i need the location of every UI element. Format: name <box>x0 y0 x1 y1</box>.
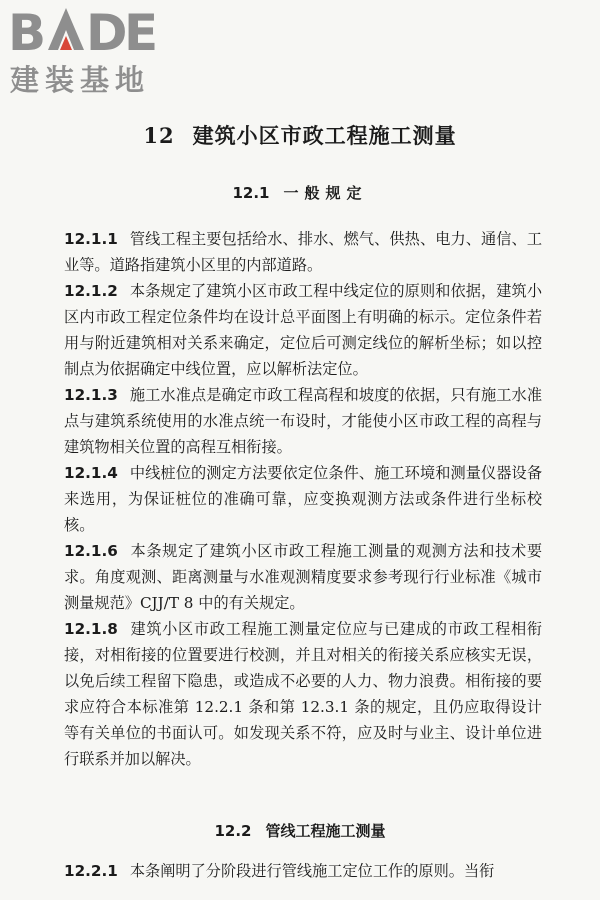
clause-paragraph <box>64 460 542 538</box>
clause-paragraph <box>64 226 542 278</box>
section-title-text: 一般规定 <box>283 184 368 202</box>
clause-text: 本条阐明了分阶段进行管线施工定位工作的原则。当衔 <box>129 862 495 880</box>
chapter-title-text: 建筑小区市政工程施工测量 <box>192 123 457 148</box>
clause-paragraph <box>64 858 542 884</box>
section-heading-12-2 <box>0 820 600 841</box>
clause-text: 本条规定了建筑小区市政工程中线定位的原则和依据，建筑小区内市政工程定位条件均在设计总平面图上有明确的标示。定位条件若用与附近建筑相对关系来确定，定位后可测定线位的解析坐标；如以控制点为依据确定中线位置，应以解析法定位。 <box>64 282 542 378</box>
section-body-12-2 <box>64 858 542 884</box>
svg-text:B: B <box>8 4 47 62</box>
clause-paragraph <box>64 616 542 772</box>
clause-number: 12.1.2 <box>64 282 118 300</box>
clause-number: 12.1.1 <box>64 230 118 248</box>
clause-number: 12.1.6 <box>64 542 118 560</box>
clause-number: 12.1.8 <box>64 620 118 638</box>
clause-text: 本条规定了建筑小区市政工程施工测量的观测方法和技术要求。角度观测、距离测量与水准观测精度要求参考现行行业标准《城市测量规范》CJJ/T 8 中的有关规定。 <box>64 542 542 612</box>
clause-number: 12.2.1 <box>64 862 118 880</box>
logo-subtitle: 建装基地 <box>10 63 151 97</box>
clause-paragraph <box>64 278 542 382</box>
clause-text: 施工水准点是确定市政工程高程和坡度的依据，只有施工水准点与建筑系统使用的水准点统一布设时，才能使小区市政工程的高程与建筑物相关位置的高程互相衔接。 <box>64 386 542 456</box>
clause-text: 建筑小区市政工程施工测量定位应与已建成的市政工程相衔接，对相衔接的位置要进行校测，并且对相关的衔接关系应核实无误，以免后续工程留下隐患，或造成不必要的人力、物力浪费。相衔接的要求应符合本标准第 12.2.1 条和第 12.3.1 条的规定，且仍应取得设计等有关单位的书面认可。如发现关系不符，应及时与业主、设计单位进行联系并加以解决。 <box>64 620 542 768</box>
clause-text: 管线工程主要包括给水、排水、燃气、供热、电力、通信、工业等。道路指建筑小区里的内部道路。 <box>64 230 542 274</box>
clause-number: 12.1.4 <box>64 464 118 482</box>
clause-text: 中线桩位的测定方法要依定位条件、施工环境和测量仪器设备来选用，为保证桩位的准确可靠，应变换观测方法或条件进行坐标校核。 <box>64 464 542 534</box>
svg-text:E: E <box>124 4 159 62</box>
section-body-12-1 <box>64 226 542 772</box>
svg-text:D: D <box>86 4 128 62</box>
clause-number: 12.1.3 <box>64 386 118 404</box>
chapter-number: 12 <box>143 123 175 148</box>
section-heading-12-1 <box>0 182 600 203</box>
section-number: 12.1 <box>232 184 270 202</box>
chapter-title <box>0 120 600 150</box>
section-number: 12.2 <box>214 822 252 840</box>
clause-paragraph <box>64 382 542 460</box>
clause-paragraph <box>64 538 542 616</box>
section-title-text: 管线工程施工测量 <box>265 822 386 840</box>
bade-logo <box>6 4 176 97</box>
